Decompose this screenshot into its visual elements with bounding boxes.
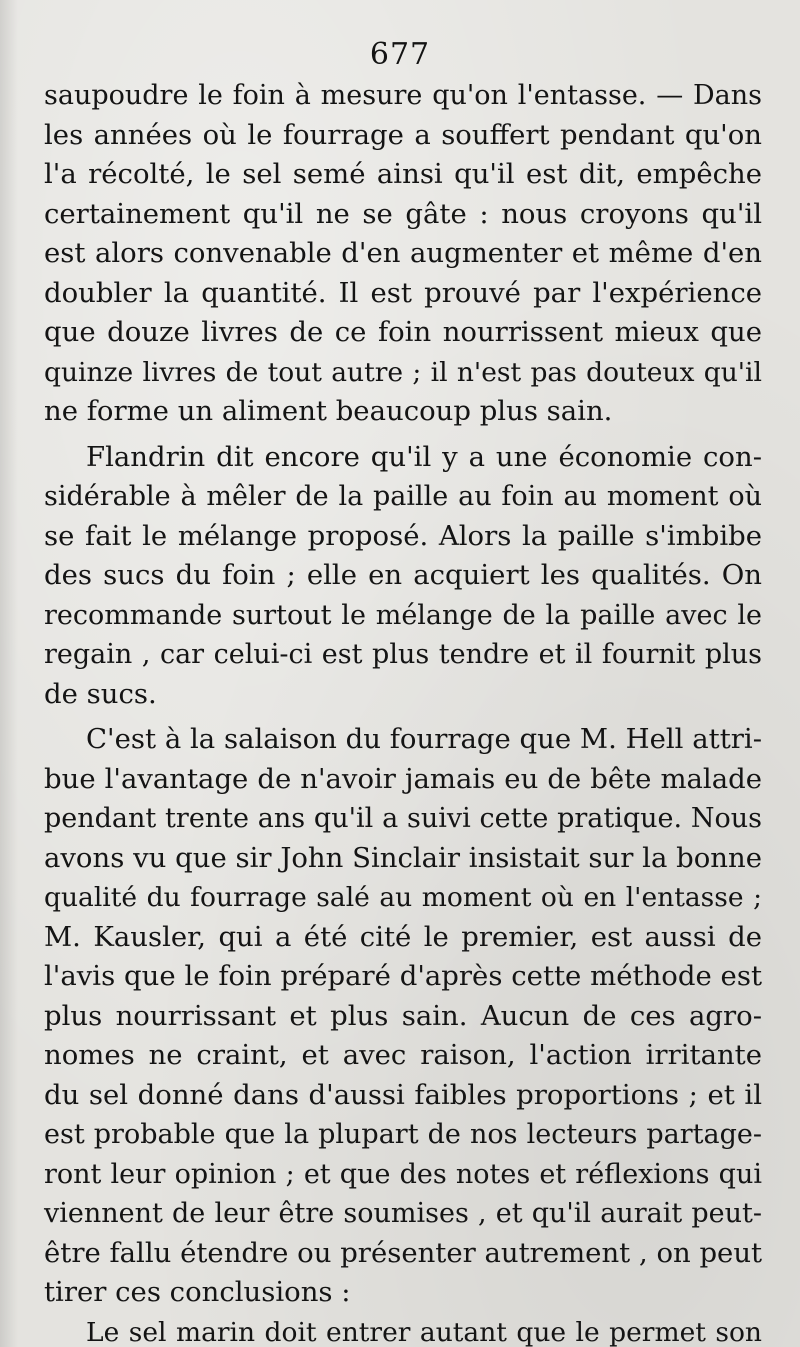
text-body bbox=[44, 76, 762, 1347]
text-line: les années où le fourrage a souffert pendant qu'on bbox=[44, 118, 762, 151]
text-line: quinze livres de tout autre ; il n'est pas douteux qu'il bbox=[44, 356, 762, 388]
text-line: avons vu que sir John Sinclair insistait sur la bonne bbox=[44, 841, 762, 874]
text-line: C'est à la salaison du fourrage que M. Hell attri- bbox=[86, 723, 762, 755]
text-line: qualité du fourrage salé au moment où en l'entasse ; bbox=[44, 882, 762, 913]
text-line: de sucs. bbox=[44, 677, 157, 710]
text-line: pendant trente ans qu'il a suivi cette pratique. Nous bbox=[44, 803, 762, 834]
text-line: ne forme un aliment beaucoup plus sain. bbox=[44, 395, 613, 427]
paragraph-1 bbox=[44, 76, 762, 432]
text-line: l'a récolté, le sel semé ainsi qu'il est dit, empêche bbox=[44, 158, 762, 190]
text-line: être fallu étendre ou présenter autrement , on peut bbox=[44, 1236, 763, 1269]
text-line: plus nourrissant et plus sain. Aucun de ces agro- bbox=[44, 999, 762, 1032]
page-number: 677 bbox=[369, 37, 431, 72]
text-line: que douze livres de ce foin nourrissent mieux que bbox=[44, 316, 762, 348]
text-line: M. Kausler, qui a été cité le premier, est aussi de bbox=[44, 920, 762, 953]
text-line: recommande surtout le mélange de la paille avec le bbox=[44, 599, 762, 631]
paragraph-4 bbox=[44, 1313, 762, 1347]
text-line: sidérable à mêler de la paille au foin au moment où bbox=[44, 481, 762, 512]
text-line: tirer ces conclusions : bbox=[44, 1276, 351, 1308]
page-edge-shadow bbox=[0, 0, 18, 1347]
text-line: se fait le mélange proposé. Alors la paille s'imbibe bbox=[44, 519, 762, 552]
text-line: est alors convenable d'en augmenter et même d'en bbox=[44, 237, 762, 269]
paragraph-2 bbox=[44, 438, 762, 715]
text-line: des sucs du foin ; elle en acquiert les qualités. On bbox=[44, 559, 762, 591]
text-line: est probable que la plupart de nos lecteurs partage- bbox=[44, 1119, 762, 1150]
text-line: Flandrin dit encore qu'il y a une économie con- bbox=[86, 440, 762, 473]
text-line: doubler la quantité. Il est prouvé par l'expérience bbox=[44, 276, 762, 309]
text-line: bue l'avantage de n'avoir jamais eu de bête malade bbox=[44, 762, 762, 795]
text-line: l'avis que le foin préparé d'après cette méthode est bbox=[44, 960, 762, 992]
text-line: ront leur opinion ; et que des notes et réflexions qui bbox=[44, 1158, 762, 1190]
text-line: viennent de leur être soumises , et qu'il aurait peut- bbox=[44, 1198, 762, 1229]
text-line: certainement qu'il ne se gâte : nous croyons qu'il bbox=[44, 197, 762, 230]
text-line: du sel donné dans d'aussi faibles proportions ; et il bbox=[44, 1078, 762, 1111]
text-line: nomes ne craint, et avec raison, l'action irritante bbox=[44, 1039, 762, 1071]
text-line: regain , car celui-ci est plus tendre et il fournit plus bbox=[44, 639, 762, 670]
text-line: Le sel marin doit entrer autant que le permet son bbox=[86, 1316, 762, 1347]
text-line: saupoudre le foin à mesure qu'on l'entasse. — Dans bbox=[44, 80, 762, 111]
paragraph-3 bbox=[44, 720, 762, 1313]
